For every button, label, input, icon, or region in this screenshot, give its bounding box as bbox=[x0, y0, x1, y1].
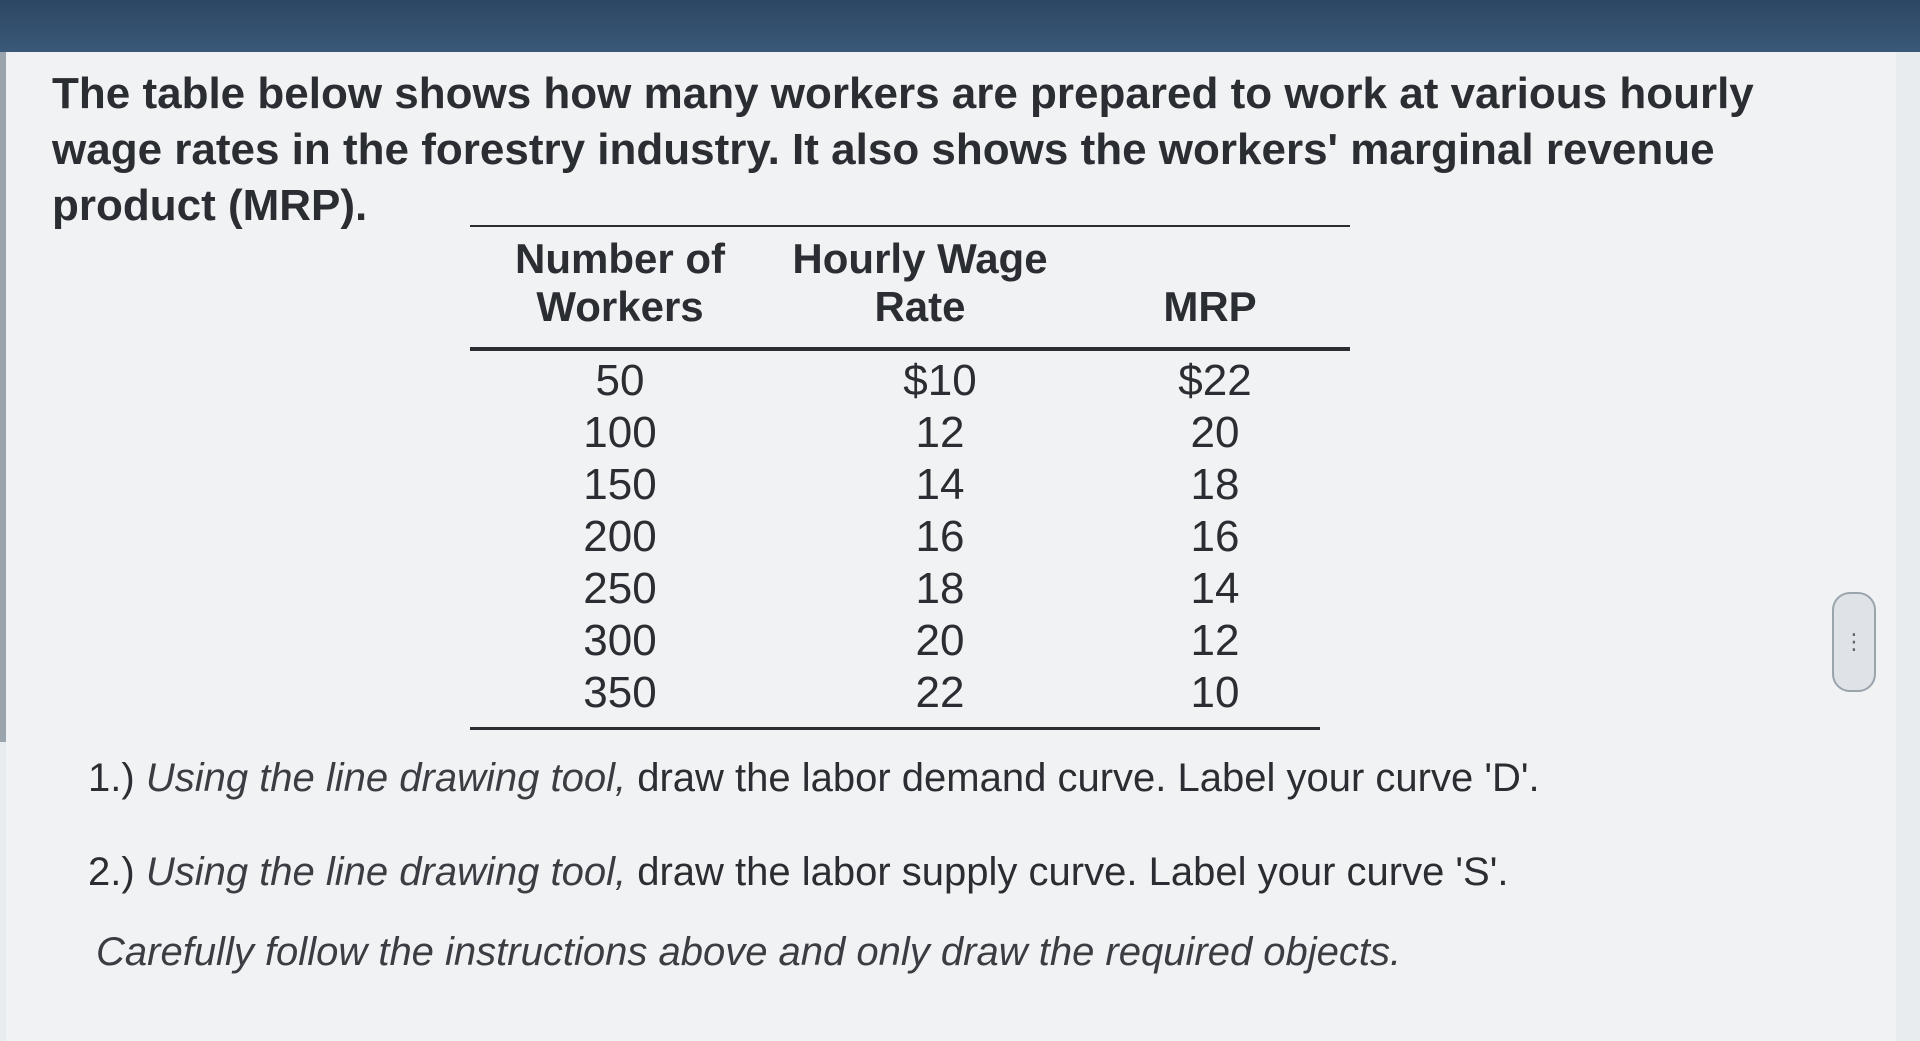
table-row bbox=[470, 667, 1350, 719]
cell-mrp: 18 bbox=[1190, 460, 1240, 509]
table-row bbox=[470, 563, 1350, 615]
cell-mrp: $22 bbox=[1178, 356, 1252, 405]
instruction-2-tool-hint: Using the line drawing tool, bbox=[145, 850, 627, 894]
cell-workers: 300 bbox=[583, 616, 657, 665]
instruction-note: Carefully follow the instructions above and only draw the required objects. bbox=[96, 930, 1402, 974]
instruction-1-text: draw the labor demand curve. Label your curve 'D'. bbox=[637, 756, 1540, 800]
cell-workers: 100 bbox=[583, 408, 657, 457]
cell-mrp: 12 bbox=[1190, 616, 1240, 665]
cell-workers: 350 bbox=[583, 668, 657, 717]
top-bar bbox=[0, 0, 1920, 52]
table-bottom-rule bbox=[470, 727, 1320, 730]
cell-wage: 14 bbox=[915, 460, 965, 509]
table-body bbox=[470, 351, 1350, 719]
header-mrp: MRP bbox=[1163, 283, 1257, 330]
table-row bbox=[470, 511, 1350, 563]
table-row bbox=[470, 615, 1350, 667]
panel-resize-handle[interactable] bbox=[1832, 592, 1876, 692]
cell-workers: 200 bbox=[583, 512, 657, 561]
cell-wage: 20 bbox=[915, 616, 965, 665]
cell-mrp: 14 bbox=[1190, 564, 1240, 613]
cell-wage: 16 bbox=[915, 512, 965, 561]
table-header-row bbox=[470, 227, 1350, 347]
cell-wage: 22 bbox=[915, 668, 965, 717]
table-row bbox=[470, 459, 1350, 511]
cell-mrp: 10 bbox=[1190, 668, 1240, 717]
instruction-2 bbox=[88, 850, 1509, 895]
instruction-1-number: 1.) bbox=[88, 756, 135, 800]
question-intro: The table below shows how many workers are prepared to work at various hourly wage rates in the forestry industry. It also shows the workers' marginal revenue product (MRP). bbox=[52, 69, 1754, 230]
cell-wage: 18 bbox=[915, 564, 965, 613]
cell-workers: 50 bbox=[595, 356, 645, 405]
header-hourly-wage-rate: Hourly Wage Rate bbox=[792, 235, 1048, 330]
header-number-of-workers: Number of Workers bbox=[515, 235, 725, 330]
table-row bbox=[470, 407, 1350, 459]
instruction-2-number: 2.) bbox=[88, 850, 135, 894]
cell-mrp: 16 bbox=[1190, 512, 1240, 561]
instruction-1-tool-hint: Using the line drawing tool, bbox=[145, 756, 627, 800]
instruction-1 bbox=[88, 756, 1540, 801]
data-table bbox=[470, 225, 1350, 730]
table-row bbox=[470, 355, 1350, 407]
instruction-2-text: draw the labor supply curve. Label your curve 'S'. bbox=[637, 850, 1509, 894]
cell-mrp: 20 bbox=[1190, 408, 1240, 457]
cell-workers: 250 bbox=[583, 564, 657, 613]
cell-wage: 12 bbox=[915, 408, 965, 457]
vertical-ellipsis-icon: ⋮ bbox=[1843, 629, 1865, 655]
cell-wage: $10 bbox=[903, 356, 977, 405]
cell-workers: 150 bbox=[583, 460, 657, 509]
